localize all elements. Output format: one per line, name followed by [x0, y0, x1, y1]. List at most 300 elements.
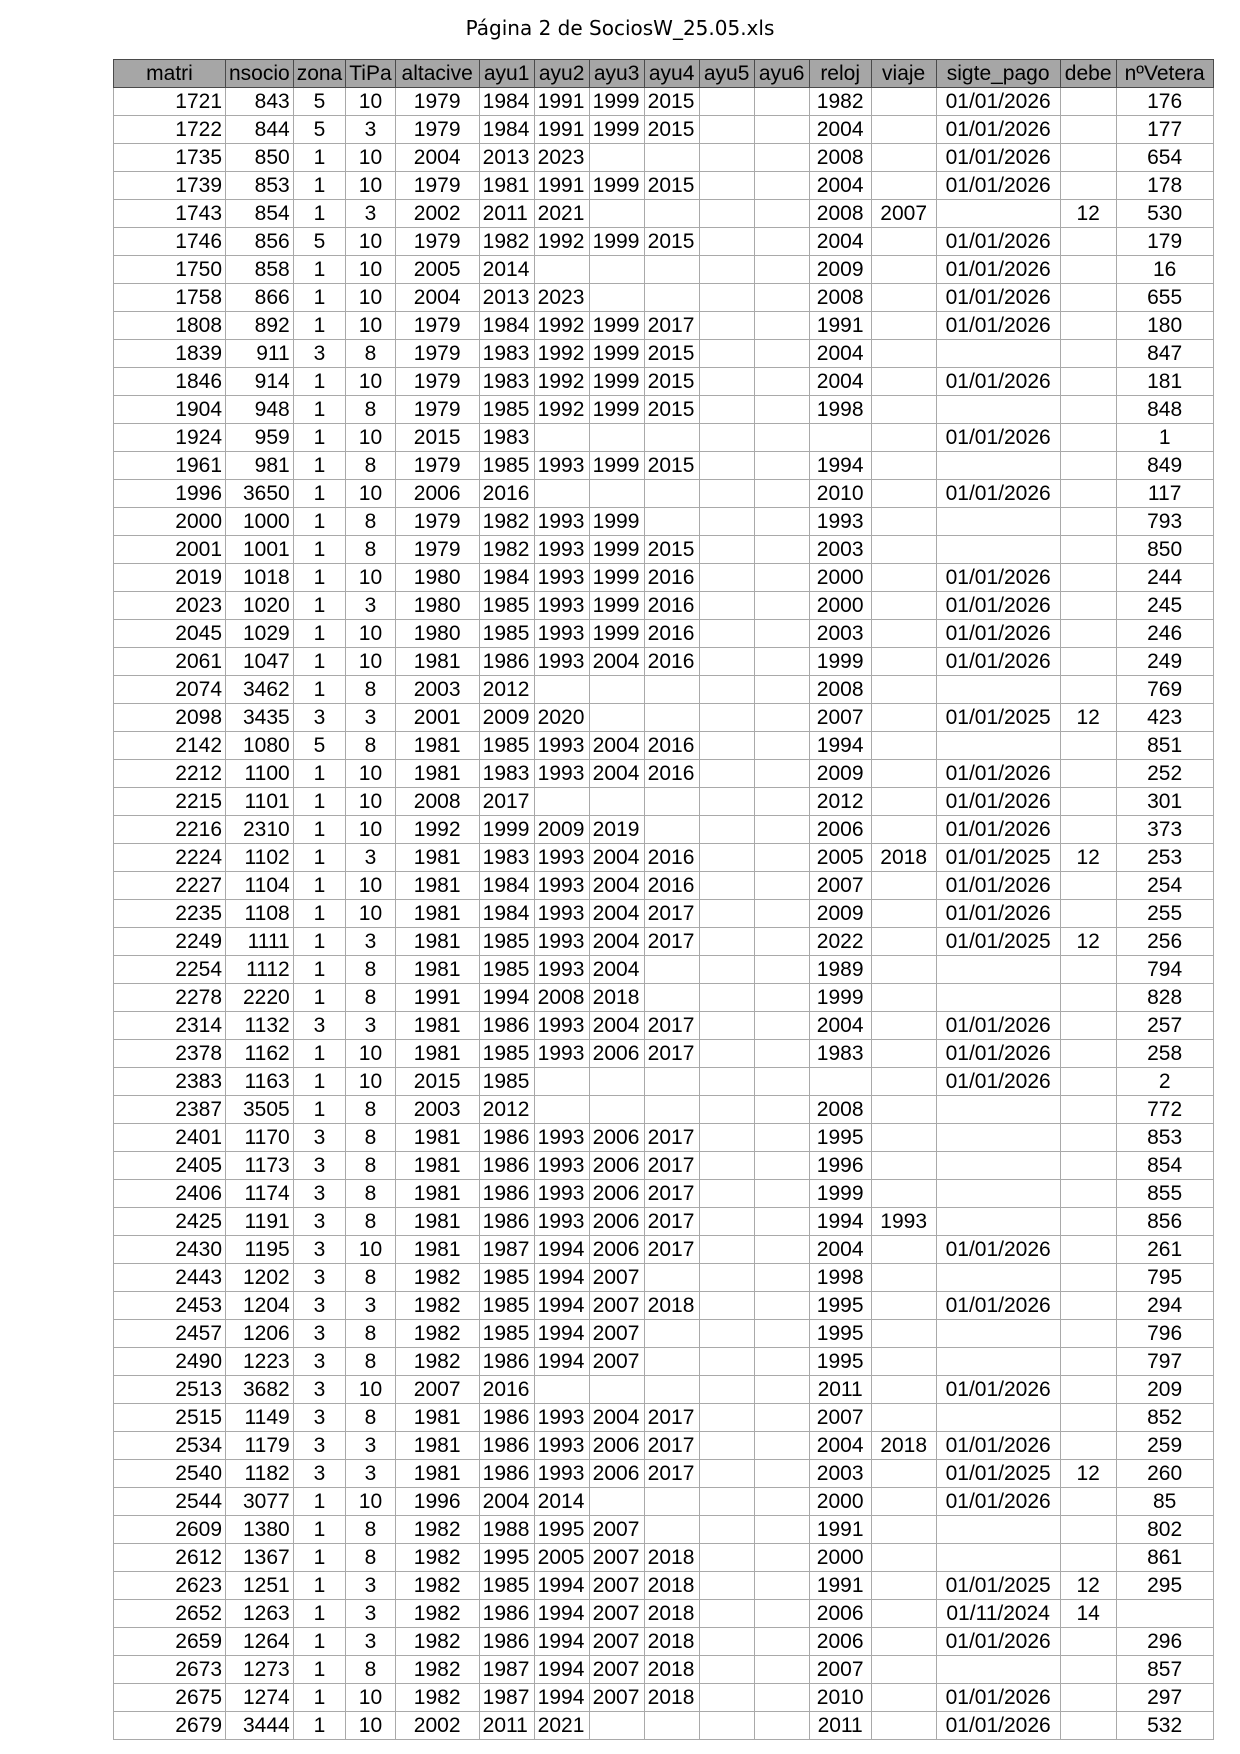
table-cell: 2515 — [114, 1404, 226, 1432]
table-cell: 01/01/2026 — [936, 760, 1060, 788]
table-cell: 1993 — [534, 648, 589, 676]
table-cell: 1223 — [226, 1348, 294, 1376]
table-cell — [754, 1012, 809, 1040]
table-cell — [936, 1516, 1060, 1544]
table-cell: 2387 — [114, 1096, 226, 1124]
table-cell — [754, 1488, 809, 1516]
table-cell: 2007 — [589, 1628, 644, 1656]
table-cell: 1986 — [479, 1404, 534, 1432]
table-cell — [754, 1516, 809, 1544]
table-cell: 2017 — [644, 1460, 699, 1488]
table-cell: 655 — [1116, 284, 1213, 312]
table-cell — [1060, 1068, 1116, 1096]
table-cell: 2235 — [114, 900, 226, 928]
table-cell: 1991 — [534, 172, 589, 200]
table-row — [114, 1264, 1214, 1292]
table-cell: 3 — [293, 1208, 346, 1236]
table-cell: 2453 — [114, 1292, 226, 1320]
table-cell: 1994 — [534, 1348, 589, 1376]
table-cell: 1981 — [395, 1404, 479, 1432]
table-cell: 1984 — [479, 872, 534, 900]
table-cell: 10 — [346, 144, 395, 172]
table-cell — [936, 1096, 1060, 1124]
table-cell: 1994 — [534, 1600, 589, 1628]
table-cell: 1999 — [589, 116, 644, 144]
table-cell: 117 — [1116, 480, 1213, 508]
table-cell: 1 — [293, 872, 346, 900]
table-cell: 802 — [1116, 1516, 1213, 1544]
table-cell — [699, 228, 754, 256]
table-cell: 1993 — [534, 452, 589, 480]
table-cell: 01/01/2026 — [936, 816, 1060, 844]
table-cell: 1987 — [479, 1656, 534, 1684]
table-cell: 844 — [226, 116, 294, 144]
table-cell — [1060, 1516, 1116, 1544]
table-cell — [699, 116, 754, 144]
table-cell: 2513 — [114, 1376, 226, 1404]
table-row — [114, 340, 1214, 368]
table-cell: 1981 — [395, 1180, 479, 1208]
table-cell: 1979 — [395, 340, 479, 368]
table-cell — [754, 1152, 809, 1180]
table-cell — [871, 1264, 936, 1292]
table-cell — [754, 172, 809, 200]
table-cell — [644, 1264, 699, 1292]
table-cell: 2009 — [809, 900, 871, 928]
table-cell: 1991 — [809, 1572, 871, 1600]
table-cell: 3435 — [226, 704, 294, 732]
table-cell: 2015 — [395, 1068, 479, 1096]
table-cell: 01/01/2026 — [936, 312, 1060, 340]
table-cell: 1982 — [395, 1656, 479, 1684]
table-cell: 3505 — [226, 1096, 294, 1124]
table-cell: 1983 — [479, 368, 534, 396]
table-cell — [936, 200, 1060, 228]
table-cell — [534, 1376, 589, 1404]
column-header: TiPa — [346, 60, 395, 88]
table-cell: 2008 — [809, 144, 871, 172]
table-cell: 01/01/2025 — [936, 704, 1060, 732]
table-cell — [1060, 648, 1116, 676]
table-cell: 1 — [293, 1040, 346, 1068]
table-cell: 1986 — [479, 1432, 534, 1460]
table-cell — [534, 424, 589, 452]
table-cell: 1993 — [534, 732, 589, 760]
table-cell: 2004 — [589, 1012, 644, 1040]
table-cell — [871, 340, 936, 368]
table-cell: 1994 — [809, 1208, 871, 1236]
table-cell: 2019 — [589, 816, 644, 844]
table-cell — [754, 144, 809, 172]
table-cell — [871, 424, 936, 452]
table-cell: 858 — [226, 256, 294, 284]
table-cell: 258 — [1116, 1040, 1213, 1068]
table-cell: 1999 — [589, 340, 644, 368]
table-cell: 1986 — [479, 1208, 534, 1236]
table-cell — [1060, 788, 1116, 816]
table-cell — [754, 88, 809, 116]
table-cell: 1980 — [395, 564, 479, 592]
table-cell: 2004 — [809, 172, 871, 200]
table-cell: 1995 — [809, 1320, 871, 1348]
table-cell: 1 — [293, 928, 346, 956]
table-cell: 8 — [346, 1124, 395, 1152]
table-cell: 1 — [293, 396, 346, 424]
table-cell — [1060, 984, 1116, 1012]
table-cell: 3 — [293, 1292, 346, 1320]
table-cell — [589, 424, 644, 452]
table-cell — [754, 1096, 809, 1124]
table-cell: 2007 — [871, 200, 936, 228]
table-cell — [699, 1068, 754, 1096]
table-cell — [699, 1180, 754, 1208]
table-cell: 1985 — [479, 1068, 534, 1096]
table-cell: 2007 — [589, 1656, 644, 1684]
table-row — [114, 1656, 1214, 1684]
table-cell: 01/01/2026 — [936, 368, 1060, 396]
table-cell — [699, 1124, 754, 1152]
table-row — [114, 368, 1214, 396]
table-cell: 2007 — [589, 1292, 644, 1320]
table-cell: 2008 — [809, 1096, 871, 1124]
table-cell — [871, 1040, 936, 1068]
table-cell: 249 — [1116, 648, 1213, 676]
table-cell — [644, 256, 699, 284]
table-cell: 1367 — [226, 1544, 294, 1572]
table-cell: 861 — [1116, 1544, 1213, 1572]
table-row — [114, 844, 1214, 872]
table-cell: 1982 — [395, 1544, 479, 1572]
table-cell: 1984 — [479, 312, 534, 340]
table-cell — [1060, 732, 1116, 760]
table-cell: 2015 — [644, 228, 699, 256]
table-cell — [699, 1572, 754, 1600]
table-cell: 849 — [1116, 452, 1213, 480]
table-cell: 8 — [346, 508, 395, 536]
column-header: nsocio — [226, 60, 294, 88]
table-cell: 1994 — [534, 1320, 589, 1348]
table-cell: 2018 — [644, 1292, 699, 1320]
table-cell: 1251 — [226, 1572, 294, 1600]
table-cell: 2004 — [809, 228, 871, 256]
table-cell — [871, 480, 936, 508]
table-cell: 1980 — [395, 620, 479, 648]
table-cell — [871, 984, 936, 1012]
table-cell: 1274 — [226, 1684, 294, 1712]
table-cell: 3 — [293, 1404, 346, 1432]
table-cell: 3 — [293, 1236, 346, 1264]
table-cell — [1060, 1124, 1116, 1152]
table-cell — [871, 256, 936, 284]
table-cell: 259 — [1116, 1432, 1213, 1460]
table-row — [114, 592, 1214, 620]
table-cell: 2673 — [114, 1656, 226, 1684]
table-cell: 2016 — [644, 760, 699, 788]
table-cell: 01/01/2026 — [936, 256, 1060, 284]
table-cell — [871, 928, 936, 956]
table-cell — [644, 1376, 699, 1404]
table-cell: 2659 — [114, 1628, 226, 1656]
table-cell: 2006 — [589, 1124, 644, 1152]
table-cell: 1 — [293, 284, 346, 312]
table-cell: 1001 — [226, 536, 294, 564]
table-cell: 2005 — [534, 1544, 589, 1572]
table-cell: 10 — [346, 872, 395, 900]
table-cell: 1108 — [226, 900, 294, 928]
table-cell: 1979 — [395, 368, 479, 396]
table-cell: 10 — [346, 172, 395, 200]
table-cell: 2018 — [644, 1572, 699, 1600]
table-cell — [754, 788, 809, 816]
table-cell — [871, 312, 936, 340]
table-cell: 10 — [346, 760, 395, 788]
table-cell: 2016 — [644, 732, 699, 760]
table-cell: 2017 — [644, 1040, 699, 1068]
table-cell: 2017 — [644, 1180, 699, 1208]
table-cell: 01/01/2025 — [936, 1460, 1060, 1488]
table-cell — [754, 1684, 809, 1712]
table-cell: 2007 — [589, 1516, 644, 1544]
table-cell: 1984 — [479, 900, 534, 928]
table-cell: 1 — [293, 508, 346, 536]
table-row — [114, 984, 1214, 1012]
table-cell: 256 — [1116, 928, 1213, 956]
table-cell — [871, 1404, 936, 1432]
table-cell: 2004 — [589, 732, 644, 760]
table-cell: 1985 — [479, 1292, 534, 1320]
table-cell — [699, 1488, 754, 1516]
table-cell: 1981 — [395, 872, 479, 900]
table-cell: 1985 — [479, 396, 534, 424]
table-cell: 2016 — [479, 1376, 534, 1404]
table-cell: 2004 — [589, 844, 644, 872]
table-cell — [754, 956, 809, 984]
table-cell — [699, 1516, 754, 1544]
table-cell: 1994 — [534, 1236, 589, 1264]
table-cell — [1060, 1012, 1116, 1040]
table-row — [114, 88, 1214, 116]
table-cell — [871, 1600, 936, 1628]
table-cell — [1060, 1376, 1116, 1404]
table-cell — [699, 1012, 754, 1040]
table-cell — [644, 508, 699, 536]
table-cell: 2018 — [644, 1600, 699, 1628]
table-cell: 2609 — [114, 1516, 226, 1544]
table-cell: 01/01/2025 — [936, 1572, 1060, 1600]
table-cell — [699, 1600, 754, 1628]
table-cell: 10 — [346, 648, 395, 676]
table-cell — [1060, 1292, 1116, 1320]
table-cell: 1986 — [479, 1628, 534, 1656]
table-cell: 1 — [293, 172, 346, 200]
table-cell: 181 — [1116, 368, 1213, 396]
table-cell: 8 — [346, 536, 395, 564]
table-row — [114, 144, 1214, 172]
table-cell: 301 — [1116, 788, 1213, 816]
table-cell — [936, 1180, 1060, 1208]
table-cell: 1983 — [479, 340, 534, 368]
table-cell: 2013 — [479, 144, 534, 172]
table-cell: 1999 — [589, 452, 644, 480]
table-cell: 2443 — [114, 1264, 226, 1292]
table-row — [114, 1516, 1214, 1544]
table-cell: 2004 — [589, 956, 644, 984]
table-cell — [754, 732, 809, 760]
table-cell — [754, 452, 809, 480]
table-cell: 1986 — [479, 1600, 534, 1628]
table-cell: 2006 — [809, 1600, 871, 1628]
table-cell: 1206 — [226, 1320, 294, 1348]
table-cell: 1981 — [395, 844, 479, 872]
table-cell: 2015 — [644, 172, 699, 200]
table-cell — [871, 732, 936, 760]
table-cell — [754, 1320, 809, 1348]
table-cell: 1986 — [479, 648, 534, 676]
table-cell: 1 — [293, 564, 346, 592]
table-cell: 1 — [293, 648, 346, 676]
table-cell: 2098 — [114, 704, 226, 732]
table-cell: 01/01/2026 — [936, 592, 1060, 620]
table-cell — [754, 368, 809, 396]
table-cell: 1132 — [226, 1012, 294, 1040]
table-cell: 1100 — [226, 760, 294, 788]
table-cell: 2000 — [809, 1488, 871, 1516]
table-cell: 2015 — [395, 424, 479, 452]
table-cell: 1993 — [534, 928, 589, 956]
table-cell: 1986 — [479, 1124, 534, 1152]
table-cell: 2004 — [589, 760, 644, 788]
table-cell: 3 — [346, 1460, 395, 1488]
table-row — [114, 788, 1214, 816]
table-cell: 1987 — [479, 1684, 534, 1712]
table-cell: 2401 — [114, 1124, 226, 1152]
table-cell — [699, 956, 754, 984]
table-row — [114, 1152, 1214, 1180]
table-cell: 10 — [346, 480, 395, 508]
table-cell: 3 — [346, 1432, 395, 1460]
table-cell: 8 — [346, 1208, 395, 1236]
table-cell: 8 — [346, 1264, 395, 1292]
table-cell — [754, 1264, 809, 1292]
column-header: sigte_pago — [936, 60, 1060, 88]
table-cell: 1 — [293, 1572, 346, 1600]
table-cell — [871, 88, 936, 116]
table-cell: 01/01/2026 — [936, 1040, 1060, 1068]
table-cell: 10 — [346, 564, 395, 592]
table-cell — [1060, 88, 1116, 116]
table-cell — [644, 704, 699, 732]
table-cell — [1060, 872, 1116, 900]
table-cell: 245 — [1116, 592, 1213, 620]
table-cell — [1060, 228, 1116, 256]
table-cell: 177 — [1116, 116, 1213, 144]
table-row — [114, 1236, 1214, 1264]
table-cell: 10 — [346, 816, 395, 844]
table-cell — [699, 704, 754, 732]
table-cell: 8 — [346, 1096, 395, 1124]
table-cell: 3462 — [226, 676, 294, 704]
table-cell — [699, 508, 754, 536]
table-cell: 1 — [293, 1712, 346, 1740]
table-cell: 2016 — [644, 872, 699, 900]
table-cell — [699, 1040, 754, 1068]
table-cell: 10 — [346, 312, 395, 340]
table-cell — [534, 676, 589, 704]
table-cell: 1 — [293, 956, 346, 984]
table-cell: 01/01/2026 — [936, 1488, 1060, 1516]
table-cell: 866 — [226, 284, 294, 312]
table-cell — [871, 788, 936, 816]
table-cell: 2378 — [114, 1040, 226, 1068]
table-cell: 1743 — [114, 200, 226, 228]
table-row — [114, 424, 1214, 452]
table-cell: 1982 — [395, 1320, 479, 1348]
table-cell: 1994 — [534, 1684, 589, 1712]
table-cell — [754, 1292, 809, 1320]
table-cell: 2216 — [114, 816, 226, 844]
table-row — [114, 480, 1214, 508]
table-cell: 3 — [293, 340, 346, 368]
table-cell: 2310 — [226, 816, 294, 844]
table-cell: 1982 — [395, 1264, 479, 1292]
table-cell: 2000 — [809, 592, 871, 620]
table-cell: 1998 — [809, 1264, 871, 1292]
table-row — [114, 1684, 1214, 1712]
table-row — [114, 1432, 1214, 1460]
table-cell — [1060, 508, 1116, 536]
table-cell — [871, 1096, 936, 1124]
column-header: altacive — [395, 60, 479, 88]
table-cell: 1204 — [226, 1292, 294, 1320]
table-cell — [699, 760, 754, 788]
table-cell: 2018 — [644, 1656, 699, 1684]
table-cell: 1986 — [479, 1180, 534, 1208]
table-cell: 2016 — [644, 564, 699, 592]
table-row — [114, 732, 1214, 760]
table-cell: 2007 — [809, 872, 871, 900]
table-cell: 10 — [346, 1040, 395, 1068]
table-cell: 1982 — [395, 1348, 479, 1376]
table-cell: 1191 — [226, 1208, 294, 1236]
table-cell: 1993 — [534, 564, 589, 592]
table-cell: 1739 — [114, 172, 226, 200]
table-cell: 8 — [346, 1516, 395, 1544]
table-cell — [589, 676, 644, 704]
table-cell — [1060, 284, 1116, 312]
table-cell: 2405 — [114, 1152, 226, 1180]
table-cell — [699, 1432, 754, 1460]
table-cell — [699, 480, 754, 508]
table-cell: 1993 — [534, 508, 589, 536]
table-cell: 1179 — [226, 1432, 294, 1460]
table-cell: 01/01/2026 — [936, 1712, 1060, 1740]
table-cell — [871, 1544, 936, 1572]
table-cell: 2011 — [809, 1712, 871, 1740]
table-cell: 2005 — [395, 256, 479, 284]
table-cell: 1995 — [809, 1292, 871, 1320]
table-cell: 1999 — [589, 172, 644, 200]
table-cell: 1982 — [395, 1684, 479, 1712]
table-cell: 1986 — [479, 1012, 534, 1040]
table-cell — [699, 172, 754, 200]
table-cell — [754, 1376, 809, 1404]
table-cell — [699, 1292, 754, 1320]
table-cell — [644, 1068, 699, 1096]
table-cell: 2017 — [644, 928, 699, 956]
table-cell: 2254 — [114, 956, 226, 984]
table-cell: 2015 — [644, 88, 699, 116]
table-cell — [871, 1488, 936, 1516]
